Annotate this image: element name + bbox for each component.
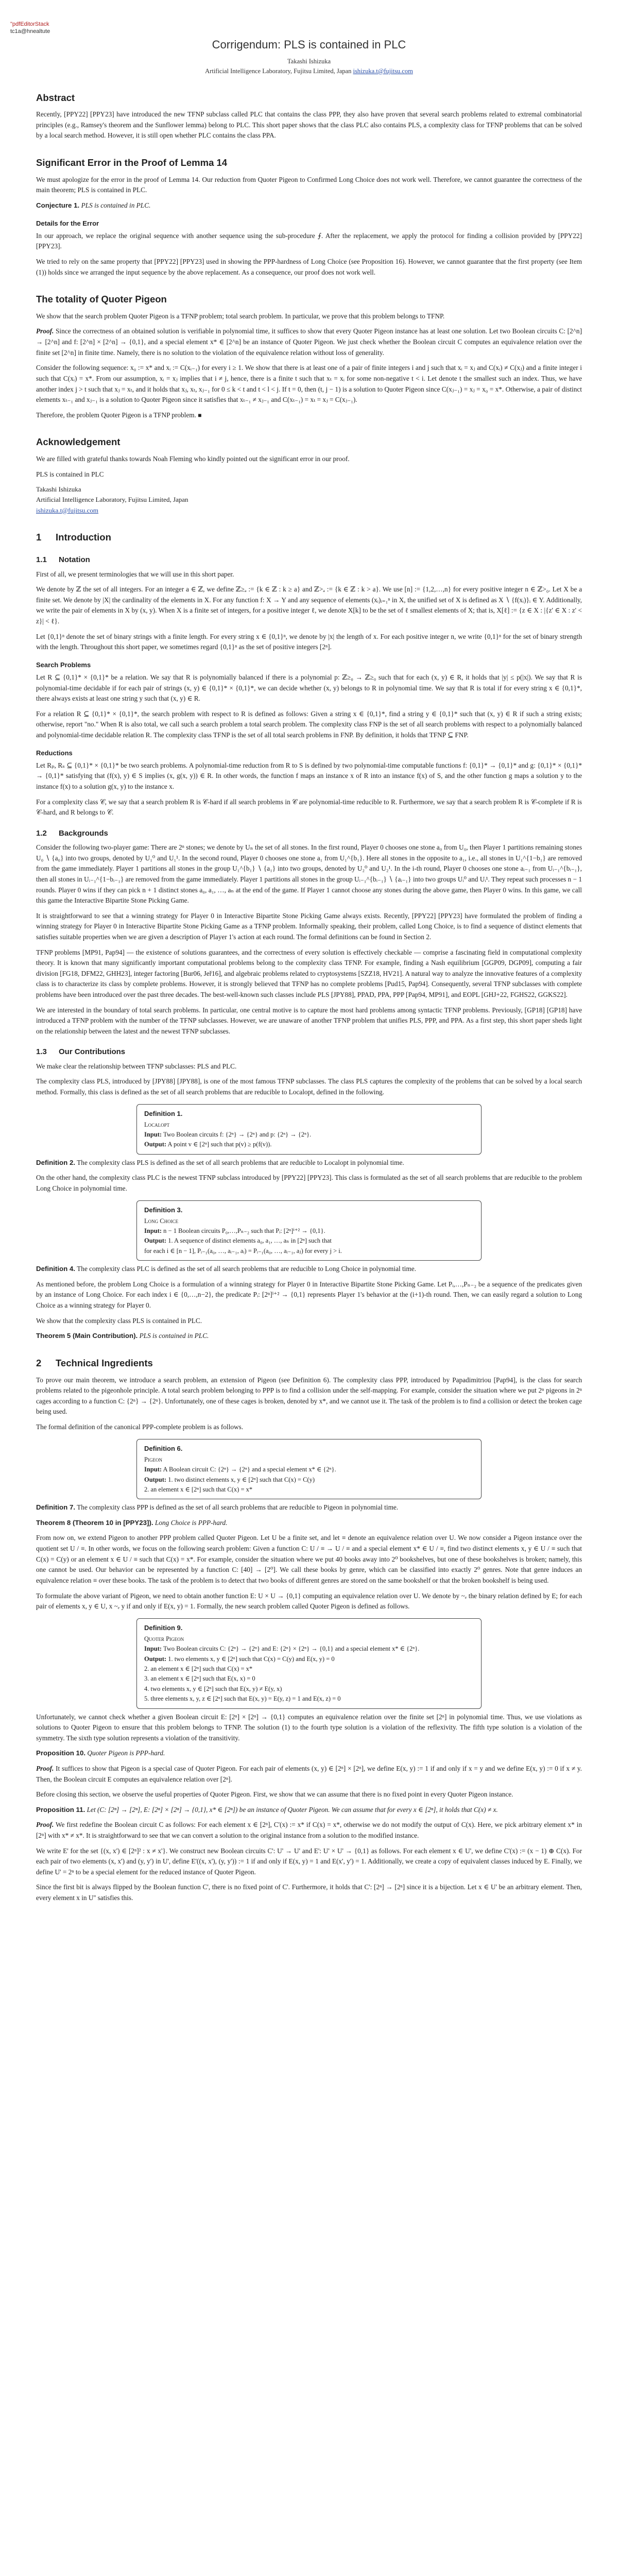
tech-title: Technical Ingredients [56,1357,153,1368]
background-heading [36,827,582,839]
tech-paragraph-2: The formal definition of the canonical PPP-complete problem is as follows. [36,1423,244,1431]
qed-mark: ■ [198,411,202,419]
details-heading: Details for the Error [36,219,99,227]
tech-paragraph-4: To formulate the above variant of Pigeon, we need to obtain another function E: U × U → {0,1} computing an equivalence relation over U. We denote by ~ₑ the binary relation defined by E; for each pair of elements x, y ∈ U, x ~ₑ y if and only if E(x, y) = 1. Formally, the new search problem called Quoter Pigeon is defined as follows. [36,1591,582,1611]
definition-6-title: Definition 6. [144,1444,183,1452]
notation-title: Notation [59,555,90,565]
author-affiliation: Artificial Intelligence Laboratory, Fujitsu Limited, Japan [205,67,352,75]
output-label: Output: [144,1237,167,1245]
abstract-text: Recently, [PPY22] [PPY23] have introduced the new TFNP subclass called PLC that contains the class PPP, they also have proven that several search problems related to extremal combinatorial principles (e.g., Ramsey's theorem and the Sunflower lemma) belong to PLC. This short paper shows that the class PLC also contains PLS, a complexity class for TFNP problems that can be solved by a local search method. However, it is still open whether PLC contains the class PPA. [36,110,582,140]
totality-paragraph-2: Consider the following sequence: x₀ := x* and xᵢ := C(xᵢ₋₁) for every i ≥ 1. We show that there is at least one of a pair of finite integers i and j such that xᵢ = xⱼ and C(xᵢ) ≠ C(xⱼ) and a finite integer i such that C(xᵢ) = x*. From our assumption, xᵢ = xⱼ implies that i ≠ j, hence, there is a finite t such that xₜ = xᵢ for some non-negative t < i. Let denote t the smallest such an index. Thus, we have another index j > t such that xⱼ = xₜ, and it holds that xⱼ, xₜ, xⱼ₋₁ for 0 ≤ k < t and t < l < j. If t = 0, then (t, j − 1) is a solution to Quoter Pigeon since C(xⱼ₋₁) = xⱼ = x₀ = x*. Otherwise, a pair of distinct elements xₜ₋₁ and xⱼ₋₁ is a solution to Quoter Pigeon since it satisfies that xₜ₋₁ ≠ xⱼ₋₁ and C(xₜ₋₁) = xₜ = xⱼ = C(xⱼ₋₁). [36,364,582,404]
definition-3-name: Long Choice [144,1217,179,1225]
definition-9-output-item-3: 3. an element x ∈ [2ⁿ] such that E(x, x) = 0 [144,1675,255,1683]
definition-4-text: The complexity class PLC is defined as the set of all search problems that are reducible to Long Choice in polynomial time. [77,1265,416,1273]
definition-6-name: Pigeon [144,1455,162,1463]
input-label: Input: [144,1645,162,1653]
definition-9-name: Quoter Pigeon [144,1635,184,1642]
reductions-heading: Reductions [36,749,73,757]
definition-9-title: Definition 9. [144,1623,183,1632]
definition-3-input [144,1226,474,1236]
input-label: Input: [144,1227,162,1235]
proposition-10-proof-text: It suffices to show that Pigeon is a special case of Quoter Pigeon. For each pair of elements (x, y) ∈ [2ⁿ] × [2ⁿ], we define E(x, y) := 1 if and only if x = y and we define E(x, y) := 0 if x ≠ y. Then, the Boolean circuit E computes an equivalence relation over [2ⁿ]. [36,1764,582,1783]
search-problems-heading: Search Problems [36,660,91,669]
totality-heading: The totality of Quoter Pigeon [36,294,167,305]
notation-paragraph-1: First of all, we present terminologies that we will use in this short paper. [36,570,234,578]
theorem-8-label: Theorem 8 (Theorem 10 in [PPY23]). [36,1518,153,1527]
definition-9-input-text: Two Boolean circuits C: {2ⁿ} → {2ⁿ} and E: {2ⁿ} × {2ⁿ} → {0,1} and a special element x* ∈ {2ⁿ}. [163,1645,420,1653]
error-paragraph: We must apologize for the error in the proof of Lemma 14. Our reduction from Quoter Pigeon to Confirmed Long Choice does not work well. Therefore, we cannot guarantee the correctness of the main theorem; PLS is contained in PLC. [36,175,582,194]
definition-1-input-text: Two Boolean circuits f: {2ⁿ} → {2ⁿ} and p: {2ⁿ} → {2ⁿ}. [163,1131,312,1139]
definition-6-input-text: A Boolean circuit C: {2ⁿ} → {2ⁿ} and a special element x* ∈ {2ⁿ}. [163,1466,336,1473]
definition-6-input [144,1465,474,1475]
details-paragraph-2: We tried to rely on the same property that [PPY22] [PPY23] used in showing the PPP-hardness of Long Choice (see Proposition 16). However, we cannot guarantee that the first property (see Item (1)) holds since we arranged the input sequence by the above replacement. As a consequence, our proof does not work well. [36,257,582,276]
definition-2-label: Definition 2. [36,1158,76,1166]
definition-1-output [144,1140,474,1149]
tech-paragraph-3: From now on, we extend Pigeon to another PPP problem called Quoter Pigeon. Let U be a finite set, and let ≡ denote an equivalence relation over U. We now consider a Pigeon instance over the quotient set U / ≡. In other words, we focus on the following search problem: Given a function C: U / ≡ → U / ≡ and a special element x* ∈ U / ≡, find two distinct elements x, y ∈ U / ≡ such that C(x) = C(y) or an element x ∈ U / ≡ such that C(x) = x*. For example, consider the situation where we put 40 books away into 2⁰ bookshelves, but one of these bookshelves is broken; namely, this one cannot be used. Our behavior can be represented by a function C: [40] → [2⁰]. We call these books by genre, which can be classified into exactly 2⁰ genres. Note that genre induces an equivalence relation ≡ over these books. The task of the problem is to detect that two books of different genres are stored on the same bookshelf or that the broken bookshelf is being used. [36,1534,582,1584]
proposition-11-paragraph-3: Since the first bit is always flipped by the Boolean function C', there is no fixed point of C'. Furthermore, it holds that C': [2ⁿ] → [2ⁿ] since it is a bijection. Let x ∈ U' be an arbitrary element. Then, every element x in U'' satisfies this. [36,1883,582,1902]
proposition-10-followup: Before closing this section, we observe the useful properties of Quoter Pigeon. First, we show that we can assume that there is no fixed point in every Quoter Pigeon instance. [36,1790,513,1799]
contrib-heading [36,1046,582,1058]
notation-number: 1.1 [36,555,47,565]
proof-label: Proof. [36,1821,54,1829]
tech-number: 2 [36,1357,42,1368]
error-heading: Significant Error in the Proof of Lemma 14 [36,157,228,168]
definition-9-output-item-2: 2. an element x ∈ [2ⁿ] such that C(x) = x* [144,1665,253,1672]
theorem-5-label: Theorem 5 (Main Contribution). [36,1332,138,1340]
ack-title-repeat: PLS is contained in PLC [36,470,104,478]
contrib-paragraph-5: We show that the complexity class PLS is contained in PLC. [36,1316,202,1325]
definition-6-output-item-1: 1. two distinct elements x, y ∈ [2ⁿ] such that C(x) = C(y) [168,1476,315,1483]
input-label: Input: [144,1466,162,1473]
totality-paragraph-3 [36,410,582,421]
definition-6-output-item-2: 2. an element x ∈ [2ⁿ] such that C(x) = x* [144,1485,253,1493]
theorem-5-text: PLS is contained in PLC. [139,1332,209,1340]
notation-paragraph-3: Let {0,1}ⁿ denote the set of binary strings with a finite length. For every string x ∈ {0,1}ⁿ, we denote by |x| the length of x. For each positive integer n, we write {0,1}ⁿ for the set of binary strength with the length. Throughout this short paper, we sometimes regard {0,1}ⁿ as the set of positive integers [2ⁿ]. [36,632,582,651]
definition-7-label: Definition 7. [36,1503,76,1512]
definition-2-text: The complexity class PLS is defined as the set of all search problems that are reducible to Localopt in polynomial time. [77,1158,404,1166]
background-number: 1.2 [36,828,47,838]
totality-proof [36,326,582,358]
proposition-10 [36,1748,582,1759]
output-label: Output: [144,1655,167,1663]
background-paragraph-3: TFNP problems [MP91, Pap94] — the existence of solutions guarantees, and the correctness of every solution is effectively checkable — comprise a fascinating field in computational complexity theory. It is known that many significantly important computational problems belong to the complexity class TFNP. For example, finding a Nash equilibrium [GGP09, DGP09], computing a fair division [FG18, DFM22, GHH23], integer factoring [Bur06, Jeř16], and algebraic problems related to cryptosystems [SZZ18, HV21]. A natural way to analyze the innovative features of a complexity class is to characterize its class by complete problems. However, it is strongly believed that TFNP has no complete problems [Pud15, Pap94]. Consequently, several TFNP subclasses with complete problems have been introduced over the past three decades. The best-well-known such classes include PLS [JPY88], PPAD, PPA, PPP [Pap94, MP91], and EOPL [GHJ+22, FGHS22, GGKS22]. [36,948,582,998]
intro-heading [36,530,582,545]
proposition-10-text: Quoter Pigeon is PPP-hard. [87,1749,165,1757]
tech-paragraph-5: Unfortunately, we cannot check whether a given Boolean circuit E: [2ⁿ] × [2ⁿ] → {0,1} computes an equivalence relation over the finite set [2ⁿ] in polynomial time. Thus, we use violations as solutions to Quoter Pigeon to ensure that this problem belongs to TFNP. The solution (1) to the fourth type solution is a violation of the reflexivity. The fifth type solution is a violation of the symmetry. The sixth type solution represents a violation of the transitivity. [36,1713,582,1742]
definition-9-output-item-5: 5. three elements x, y, z ∈ [2ⁿ] such that E(x, y) = E(y, z) = 1 and E(x, z) = 0 [144,1695,341,1703]
author-block [36,57,582,76]
definition-9-output-item-1: 1. two elements x, y ∈ [2ⁿ] such that C(x) = C(y) and E(x, y) = 0 [168,1655,335,1663]
ack-author-name: Takashi Ishizuka [36,485,81,494]
definition-3-output [144,1236,474,1246]
search-paragraph-2: For a relation R ⊆ {0,1}* × {0,1}*, the search problem with respect to R is defined as follows: Given a string x ∈ {0,1}*, find a string y ∈ {0,1}* such that (x, y) ∈ R if such a string exists; otherwise, report "no." When R is also total, we call such a search problem a total search problem. The complexity class FNP is the set of all search problems with respect to a polynomially balanced and polynomial-time decidable relation R. The complexity class TFNP is the set of all total search problems in FNP. By definition, it holds that TFNP ⊆ FNP. [36,709,582,739]
proposition-10-label: Proposition 10. [36,1749,86,1757]
definition-9-output-item-4: 4. two elements x, y ∈ [2ⁿ] such that E(x, y) ≠ E(y, x) [144,1685,282,1692]
ack-paragraph: We are filled with grateful thanks towards Noah Fleming who kindly pointed out the significant error in our proof. [36,455,350,463]
pdf-tag [10,21,50,36]
definition-7 [36,1502,582,1513]
theorem-8-text: Long Choice is PPP-hard. [154,1518,228,1527]
proposition-11-paragraph-2: We write E' for the set {(x, x') ∈ [2ⁿ]² : x ≠ x'}. We construct new Boolean circuits C': U' → U' and E': U' × U' → {0,1} as follows. For each element x ∈ U', we define C'(x) := (x − 1) ⊕ C(x). For each pair of two elements (x, x') and (y, y') in U', define E'((x, x'), (y, y')) := 1 if and only if E(x, y) = 1 and E(x', y') = 1. Additionally, we create a copy of equivalent classes induced by E. Finally, we define U' = 2ⁿ to be a special element for the reduced instance of Quoter Pigeon. [36,1846,582,1876]
notation-paragraph-2: We denote by ℤ the set of all integers. For an integer a ∈ ℤ, we define ℤ≥ₐ := {k ∈ ℤ : k ≥ a} and ℤ>ₐ := {k ∈ ℤ : k > a}. We use [n] := {1,2,…,n} for every positive integer n ∈ ℤ>₀. Let X be a finite set. We denote by |X| the cardinality of the elements in X. For any function f: X → Y and any sequence of elements (xᵢ)ᵢ₌₁ⁿ in X, the unified set of X is defined as X ∖ {f(xᵢ)}ᵢ ∈ Y. Additionally, we write the pair of elements in X by (x, y). When X is a finite set of integers, for a positive integer ℓ, we denote X[k] to be the set of ℓ smallest elements of X; that is, X[ℓ] := {z ∈ X : |{z' ∈ X : z' < z}| < ℓ}. [36,585,582,625]
theorem-5 [36,1331,582,1342]
contrib-paragraph-4: As mentioned before, the problem Long Choice is a formulation of a winning strategy for Player 0 in Interactive Bipartite Stone Picking Game. Let Pᵢ,…,Pₙ₋₂ be a sequence of the predicates given by an instance of Long Choice. For each index i ∈ {0,…,n−2}, the predicate Pᵢ: [2ⁿ]ⁱ⁺² → {0,1} represents Player 1's behavior at the (i+1)-th round. Then, we can easily regard a solution to Long Choice as a winning strategy for Player 0. [36,1280,582,1310]
input-label: Input: [144,1131,162,1139]
definition-box-localopt [136,1104,482,1155]
proposition-11-label: Proposition 11. [36,1805,85,1814]
totality-paragraph-1: We show that the search problem Quoter Pigeon is a TFNP problem; total search problem. In particular, we prove that this problem belongs to TFNP. [36,312,445,320]
contrib-number: 1.3 [36,1047,47,1057]
ack-author-block [36,484,582,515]
search-paragraph-1: Let R ⊆ {0,1}* × {0,1}* be a relation. We say that R is polynomially balanced if there is a polynomial p: ℤ≥₀ → ℤ≥₀ such that for each (x, y) ∈ R, it holds that |y| ≤ p(|x|). We say that R is polynomial-time decidable if for each pair of strings (x, y) ∈ {0,1}* × {0,1}*, we can decide whether (x, y) belongs to R in polynomial time. We say that R is total if for every string x ∈ {0,1}*, there always exists at least one string y such that (x, y) ∈ R. [36,673,582,703]
conjecture [36,200,582,211]
reductions-paragraph-1: Let Rₚ, Rₛ ⊆ {0,1}* × {0,1}* be two search problems. A polynomial-time reduction from R to S is defined by two polynomial-time computable functions f: {0,1}* → {0,1}* and g: {0,1}* × {0,1}* → {0,1}* satisfying that (f(x), y) ∈ S implies (x, g(x, y)) ∈ R. In other words, the function f maps an instance x of R into an instance f(x) of S, and the other function g maps a solution y to the instance f(x) to a solution g(x, y) to the instance x. [36,761,582,790]
definition-box-quoter-pigeon [136,1618,482,1709]
contrib-title: Our Contributions [59,1047,126,1057]
conjecture-text: PLS is contained in PLC. [81,201,151,209]
background-paragraph-4: We are interested in the boundary of total search problems. In particular, one central motive is to capture the most hard problems among syntactic TFNP problems. Previously, [GP18] [GP18] have introduced a TFNP problem with the number of the TFNP subclasses. However, we are unaware of another TFNP problem that unifies PLS, PPP, and PPA. As a first step, this short paper sheds light on the relationship between the latest and the newest TFNP subclasses. [36,1006,582,1035]
contrib-paragraph-2: The complexity class PLS, introduced by [JPY88] [JPY88], is one of the most famous TFNP subclasses. The class PLS captures the complexity of the problems that can be solved by a local search method. Formally, this class is defined as the set of all search problems that are reducible to Localopt, defined in the following. [36,1077,582,1096]
tech-heading [36,1356,582,1371]
ack-author-affil: Artificial Intelligence Laboratory, Fujitsu Limited, Japan [36,496,188,504]
intro-number: 1 [36,531,42,543]
definition-6-output [144,1475,474,1485]
definition-7-text: The complexity class PPP is defined as the set of all search problems that are reducible to Pigeon in polynomial time. [77,1503,399,1512]
definition-1-name: Localopt [144,1121,170,1128]
ack-author-email[interactable]: ishizuka.t@fujitsu.com [36,506,99,514]
output-label: Output: [144,1141,167,1148]
definition-1-input [144,1130,474,1140]
background-paragraph-1: Consider the following two-player game: There are 2ⁿ stones; we denote by Uₙ the set of all stones. In the first round, Player 0 chooses one stone a₀ from U₀, then Player 1 partitions remaining stones U₀ ∖ {a₀} into two groups, denoted by U₁⁰ and U₁¹. In the second round, Player 0 chooses one stone a₁ from U₁^{b₁}. Here all stones in the opposite to a₁, i.e., all stones in U₁^{1−b₁} are removed from the game immediately. Player 1 partitions all stones in the group U₁^{b₁} ∖ {a₁} into two groups, denoted by U₂⁰ and U₂¹. In the i-th round, Player 0 chooses one stone aᵢ₋₁ from Uᵢ₋₁^{bᵢ₋₁}, then all stones in Uᵢ₋₁^{1−bᵢ₋₁} are removed from the game immediately. Player 1 partitions all stones in the group Uᵢ₋₁^{bᵢ₋₁} ∖ {aᵢ₋₁} into two groups Uᵢ⁰ and Uᵢ¹. They repeat such processes n − 1 rounds. Player 0 wins if they can pick n + 1 distinct stones a₀, a₁, …, aₙ at the end of the game. If Player 1 cannot choose any stones during the above game, then Player 0 wins. In this game, we call this game the Interactive Bipartite Stone Picking Game. [36,843,582,905]
theorem-8 [36,1518,582,1529]
definition-4 [36,1264,582,1275]
definition-3-title: Definition 3. [144,1206,183,1214]
background-paragraph-2: It is straightforward to see that a winning strategy for Player 0 in Interactive Bipartite Stone Picking Game always exists. Recently, [PPY22] [PPY23] have formulated the problem of finding a winning strategy for Player 0 in Interactive Bipartite Stone Picking Game as a TFNP problem. Informally speaking, their problem, called Long Choice, is to find a sequence of distinct elements that satisfies suitable properties when we are given a description of Player 1's action at each round. The formal definitions can be found in Section 2. [36,911,582,941]
paper-page [10,0,582,1904]
proof-label: Proof. [36,1764,54,1772]
intro-title: Introduction [56,531,111,543]
conjecture-label: Conjecture 1. [36,201,80,209]
totality-proof-text: Since the correctness of an obtained solution is verifiable in polynomial time, it suffices to show that every Quoter Pigeon instance has at least one solution. Let two Boolean circuits C: [2^n] → [2^n] and f: [2^n] × [2^n] → {0,1}, and a special element x* ∈ [2^n] be an instance of Quoter Pigeon. We just check whether the Boolean circuit C computes an equivalence relation over the finite set [2^n] in finite time. Namely, there is no solution to the violation of the equivalence relation without loss of generality. [36,327,582,357]
proposition-11 [36,1805,582,1816]
proposition-10-proof [36,1764,582,1785]
definition-2 [36,1158,582,1168]
paper-title: Corrigendum: PLS is contained in PLC [212,38,406,51]
details-paragraph-1: In our approach, we replace the original sequence with another sequence using the sub-procedure ⨍. After the replacement, we apply the protocol for finding a collision provided by [PPY22] [PPY23]. [36,231,582,250]
definition-4-label: Definition 4. [36,1265,76,1273]
author-email-link[interactable]: ishizuka.t@fujitsu.com [353,67,413,75]
author-name: Takashi Ishizuka [287,58,331,65]
definition-3-output-item-1: 1. A sequence of distinct elements a₀, a₁, …, aₙ in [2ⁿ] such that [168,1237,332,1245]
notation-heading [36,554,582,566]
proof-label: Proof. [36,327,54,335]
reductions-paragraph-2: For a complexity class 𝒞, we say that a search problem R is 𝒞-hard if all search problems in 𝒞 are polynomial-time reducible to R. Furthermore, we say that a search problem R is 𝒞-complete if R is 𝒞-hard, and R belongs to 𝒞. [36,798,582,817]
definition-1-output-text: A point v ∈ [2ⁿ] such that p(v) ≥ p(f(v)). [167,1141,272,1148]
ack-heading: Acknowledgement [36,436,121,448]
proposition-11-proof [36,1820,582,1841]
contrib-paragraph-1: We make clear the relationship between TFNP subclasses: PLS and PLC. [36,1062,237,1070]
proposition-11-proof-text: We first redefine the Boolean circuit C as follows: For each element x ∈ [2ⁿ], C'(x) := x* if C(x) = x*, otherwise we do not modify the output of C(x). Here, we pick arbitrary element x* in [2ⁿ] with x* ≠ x*. It is straightforward to see that we can convert a solution to the original instance from a solution to the modified instance. [36,1821,582,1839]
definition-3-output-item-2: for each i ∈ [n − 1], Pᵢ₋₁(a₀, …, aᵢ₋₁, aᵢ) = Pᵢ₋₁(a₀, …, aᵢ₋₁, aⱼ) for every j > i. [144,1247,342,1255]
output-label: Output: [144,1476,167,1483]
definition-1-title: Definition 1. [144,1109,183,1117]
background-title: Backgrounds [59,828,108,838]
definition-box-long-choice [136,1200,482,1261]
contrib-paragraph-3: On the other hand, the complexity class PLC is the newest TFNP subclass introduced by [PPY22] [PPY23]. This class is formulated as the set of all search problems that are reducible to the problem Long Choice in polynomial time. [36,1174,582,1192]
totality-conclusion: Therefore, the problem Quoter Pigeon is a TFNP problem. [36,411,196,419]
definition-box-pigeon [136,1439,482,1500]
abstract-heading: Abstract [36,92,75,103]
definition-9-input [144,1644,474,1654]
pdf-tag-line2: tc1a@hnealtute [10,28,50,35]
proposition-11-text: Let (C: [2ⁿ] → [2ⁿ], E: [2ⁿ] × [2ⁿ] → {0,1}, x* ∈ [2ⁿ]) be an instance of Quoter Pigeon. We can assume that for every x ∈ [2ⁿ], it holds that C(x) ≠ x. [87,1805,498,1814]
definition-9-output [144,1654,474,1664]
definition-3-input-text: n − 1 Boolean circuits P₀,…,Pₙ₋₂ such that Pᵢ: [2ⁿ]ⁱ⁺² → {0,1}. [163,1227,325,1235]
pdf-tag-line1: "pdfEditorStack [10,21,49,27]
tech-paragraph-1: To prove our main theorem, we introduce a search problem, an extension of Pigeon (see Definition 6). The complexity class PPP, introduced by Papadimitriou [Pap94], is the class for search problems related to the pigeonhole principle. A total search problem belonging to PPP is to find a collision under the self-mapping. For example, consider the situation where we put 2ⁿ pigeons in 2ⁿ cages according to a function C: {2ⁿ} → {2ⁿ}. Unfortunately, one of these cages is broken, denoted by x*, and we cannot use it. The task of the problem is to find a collision or detect the broken cage being used. [36,1376,582,1416]
